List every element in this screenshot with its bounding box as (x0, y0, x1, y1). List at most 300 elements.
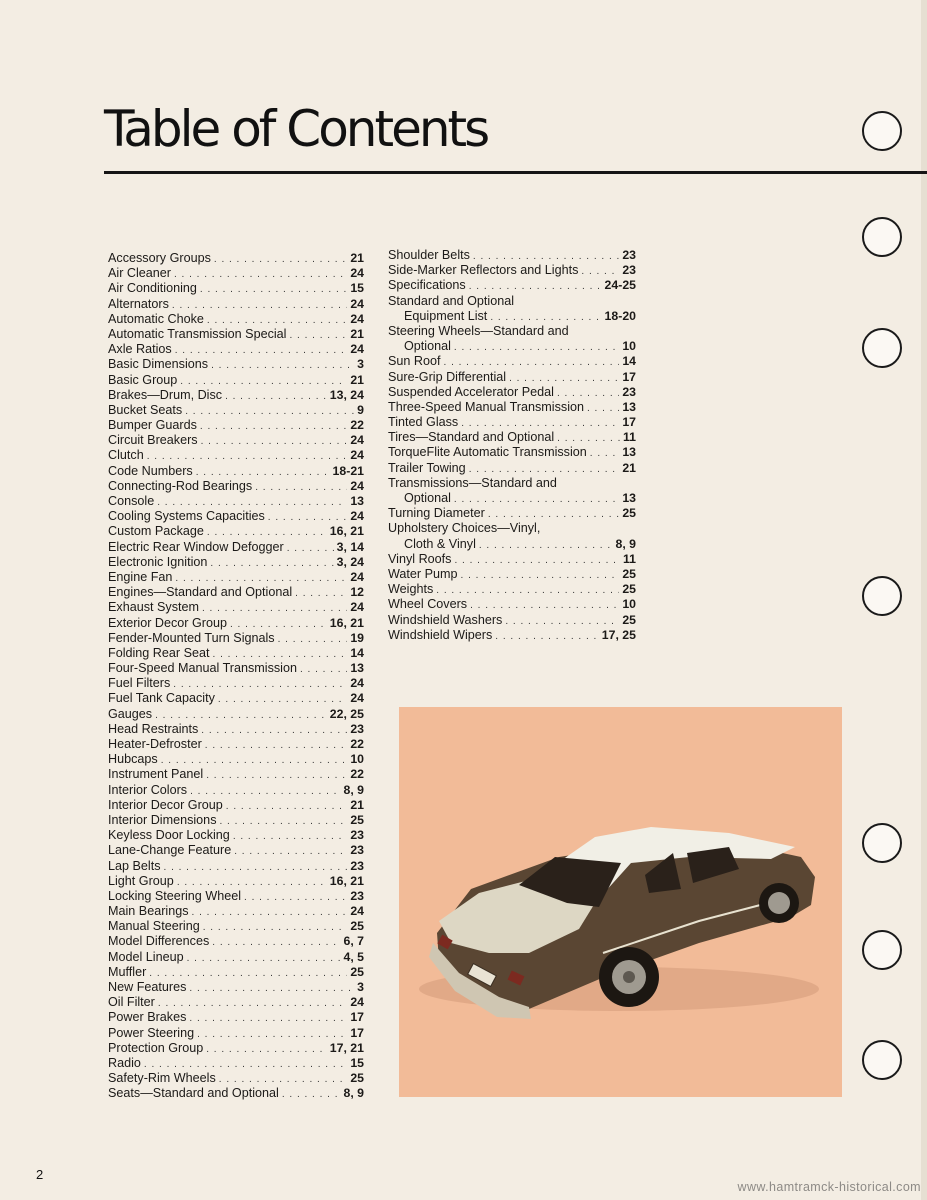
toc-entry-page: 24 (350, 311, 364, 326)
toc-entry-label: Locking Steering Wheel (108, 888, 242, 903)
toc-entry-page: 21 (350, 251, 364, 265)
toc-entry-label: Automatic Choke (108, 311, 204, 326)
toc-entry (388, 476, 636, 491)
dot-leader (205, 738, 348, 752)
toc-entry-label: Basic Dimensions (108, 357, 209, 372)
toc-entry (388, 339, 636, 354)
toc-entry (388, 491, 636, 506)
toc-entry (108, 464, 364, 479)
toc-entry-page: 23 (622, 384, 636, 399)
dot-leader (201, 434, 348, 448)
dot-leader (147, 449, 348, 463)
toc-entry-page: 14 (350, 645, 364, 660)
dot-leader (505, 614, 619, 628)
toc-entry-label: Manual Steering (108, 919, 200, 934)
toc-entry-page: 24 (350, 691, 364, 706)
toc-entry-label: Model Differences (108, 934, 210, 949)
toc-entry-page: 24 (350, 266, 364, 281)
toc-entry (388, 582, 636, 597)
toc-entry-label: Main Bearings (108, 904, 189, 919)
toc-entry (108, 1056, 364, 1071)
toc-entry (388, 263, 636, 278)
toc-entry-page: 8, 9 (615, 536, 636, 551)
dot-leader (488, 507, 619, 521)
dot-leader (454, 340, 619, 354)
dot-leader (206, 768, 347, 782)
toc-entry (108, 327, 364, 342)
toc-entry (108, 661, 364, 676)
toc-entry-label: Fuel Tank Capacity (108, 691, 215, 706)
toc-entry-page: 15 (350, 281, 364, 296)
toc-entry-label: Muffler (108, 964, 147, 979)
toc-entry-page: 3, 24 (336, 554, 364, 569)
toc-entry-label: Instrument Panel (108, 767, 204, 782)
dot-leader (206, 1042, 327, 1056)
dot-leader (175, 343, 348, 357)
toc-entry (108, 1086, 364, 1101)
toc-entry-page: 17 (350, 1025, 364, 1040)
toc-entry (108, 889, 364, 904)
toc-entry-page: 3 (357, 980, 364, 994)
toc-entry-label: Model Lineup (108, 949, 184, 964)
toc-entry-label: Weights (388, 582, 434, 597)
dot-leader (454, 492, 619, 506)
toc-entry (108, 783, 364, 798)
toc-entry (108, 1071, 364, 1086)
toc-entry-page: 18-21 (332, 463, 364, 478)
toc-entry-label: Windshield Washers (388, 612, 503, 627)
toc-entry (388, 506, 636, 521)
toc-entry-page: 17 (622, 369, 636, 384)
dot-leader (214, 252, 347, 266)
toc-entry-label: Fuel Filters (108, 676, 171, 691)
toc-entry-label: Accessory Groups (108, 251, 211, 265)
toc-entry-page: 15 (350, 1055, 364, 1070)
toc-entry (108, 874, 364, 889)
dot-leader (225, 389, 327, 403)
toc-entry-page: 10 (350, 752, 364, 767)
toc-entry (388, 613, 636, 628)
toc-entry-label: Basic Group (108, 372, 178, 387)
dot-leader (175, 571, 347, 585)
toc-entry-page: 16, 21 (329, 873, 364, 888)
toc-entry-label: Exhaust System (108, 600, 199, 615)
toc-entry-label: Engine Fan (108, 569, 173, 584)
dot-leader (172, 298, 347, 312)
toc-entry (108, 919, 364, 934)
toc-entry (108, 251, 364, 266)
toc-entry (108, 934, 364, 949)
toc-entry-label: Oil Filter (108, 995, 155, 1010)
toc-entry-page: 16, 21 (329, 524, 364, 539)
toc-entry-page: 24 (350, 433, 364, 448)
toc-entry-page: 23 (622, 248, 636, 262)
toc-entry-page: 22 (350, 418, 364, 433)
toc-entry-label: Vinyl Roofs (388, 551, 452, 566)
toc-entry-label: Interior Dimensions (108, 812, 217, 827)
toc-entry-label: Power Steering (108, 1025, 195, 1040)
dot-leader (230, 617, 327, 631)
dot-leader (211, 358, 354, 372)
toc-entry (108, 418, 364, 433)
toc-entry (108, 843, 364, 858)
toc-entry-page: 25 (622, 506, 636, 521)
toc-entry-page: 24 (350, 509, 364, 524)
dot-leader (587, 401, 619, 415)
toc-entry (388, 400, 636, 415)
toc-entry-page: 3, 14 (336, 539, 364, 554)
toc-entry (108, 600, 364, 615)
toc-entry-label: Lap Belts (108, 858, 161, 873)
toc-entry (388, 324, 636, 339)
toc-entry-label: Radio (108, 1055, 141, 1070)
toc-entry (388, 415, 636, 430)
dot-leader (155, 708, 327, 722)
toc-entry-label: Code Numbers (108, 463, 193, 478)
dot-leader (201, 723, 347, 737)
binder-hole (862, 930, 902, 970)
toc-entry-page: 10 (622, 339, 636, 354)
toc-entry-label: Turning Diameter (388, 506, 485, 521)
toc-entry-label: Sun Roof (388, 354, 441, 369)
toc-entry-label: Water Pump (388, 566, 458, 581)
binder-hole (862, 217, 902, 257)
toc-entry (388, 552, 636, 567)
toc-entry-page: 24 (350, 600, 364, 615)
dot-leader (187, 951, 341, 965)
toc-entry (108, 707, 364, 722)
toc-entry-label: Cloth & Vinyl (404, 536, 476, 551)
toc-entry-page: 17 (350, 1010, 364, 1025)
toc-entry-label: Wheel Covers (388, 597, 468, 612)
toc-entry-label: Electronic Ignition (108, 554, 208, 569)
dot-leader (218, 692, 347, 706)
car-illustration (399, 707, 842, 1097)
binder-hole (862, 111, 902, 151)
car-hub-center (623, 971, 635, 983)
title-rule (104, 171, 927, 174)
toc-entry-label: Gauges (108, 706, 153, 721)
dot-leader (202, 601, 347, 615)
toc-entry-page: 21 (350, 372, 364, 387)
dot-leader (278, 632, 348, 646)
dot-leader (226, 799, 348, 813)
dot-leader (200, 282, 347, 296)
dot-leader (185, 404, 354, 418)
dot-leader (557, 431, 620, 445)
toc-entry-page: 24 (350, 296, 364, 311)
toc-entry (108, 373, 364, 388)
toc-entry-label: Equipment List (404, 308, 488, 323)
toc-entry-label: Optional (404, 491, 451, 505)
toc-entry-page: 25 (350, 919, 364, 934)
toc-entry-label: Steering Wheels—Standard and (388, 323, 569, 338)
toc-entry (108, 448, 364, 463)
toc-entry-page: 13 (622, 491, 636, 505)
toc-entry-page: 6, 7 (343, 934, 364, 949)
toc-entry (108, 509, 364, 524)
toc-entry-page: 9 (357, 402, 364, 417)
toc-entry (108, 281, 364, 296)
dot-leader (149, 966, 347, 980)
toc-entry-label: Head Restraints (108, 721, 199, 736)
toc-entry-page: 21 (350, 797, 364, 812)
toc-entry (108, 479, 364, 494)
dot-leader (212, 935, 340, 949)
toc-entry-label: Four-Speed Manual Transmission (108, 661, 297, 676)
dot-leader (244, 890, 347, 904)
dot-leader (436, 583, 619, 597)
toc-entry (388, 537, 636, 552)
toc-entry (108, 646, 364, 661)
toc-entry-label: Cooling Systems Capacities (108, 509, 265, 524)
toc-column-right (388, 248, 636, 643)
toc-entry-label: Upholstery Choices—Vinyl, (388, 521, 541, 536)
binder-hole (862, 823, 902, 863)
dot-leader (203, 920, 348, 934)
toc-entry-label: Keyless Door Locking (108, 828, 230, 843)
toc-entry-label: Trailer Towing (388, 460, 466, 475)
dot-leader (200, 419, 347, 433)
toc-entry-page: 13 (622, 399, 636, 414)
toc-entry-label: Automatic Transmission Special (108, 326, 287, 341)
toc-entry (388, 370, 636, 385)
toc-entry-label: Three-Speed Manual Transmission (388, 399, 584, 414)
car-hubcap (768, 892, 790, 914)
dot-leader (219, 1072, 348, 1086)
toc-entry (108, 904, 364, 919)
toc-entry-label: New Features (108, 980, 187, 994)
watermark-text: www.hamtramck-historical.com (737, 1180, 921, 1194)
toc-entry-page: 10 (622, 597, 636, 612)
toc-entry-page: 8, 9 (343, 1086, 364, 1101)
binder-hole (862, 1040, 902, 1080)
toc-entry-label: Interior Decor Group (108, 797, 223, 812)
toc-entry (108, 1010, 364, 1025)
toc-entry-label: Bucket Seats (108, 402, 183, 417)
toc-entry (108, 1041, 364, 1056)
toc-entry-page: 24 (350, 342, 364, 357)
toc-entry-label: Optional (404, 339, 451, 354)
toc-entry-label: Transmissions—Standard and (388, 475, 557, 490)
toc-entry-page: 4, 5 (343, 949, 364, 964)
toc-entry-label: Brakes—Drum, Disc (108, 387, 223, 402)
toc-entry (108, 1026, 364, 1041)
toc-entry (108, 357, 364, 372)
toc-entry (108, 494, 364, 509)
toc-entry-label: Exterior Decor Group (108, 615, 227, 630)
toc-entry (108, 752, 364, 767)
dot-leader (469, 279, 602, 293)
toc-entry-page: 22, 25 (329, 706, 364, 721)
page-title: Table of Contents (104, 100, 488, 158)
toc-entry (388, 430, 636, 445)
toc-entry-label: Seats—Standard and Optional (108, 1086, 279, 1101)
toc-entry-label: Lane-Change Feature (108, 843, 232, 858)
binder-hole (862, 328, 902, 368)
dot-leader (180, 374, 347, 388)
toc-entry-page: 8, 9 (343, 782, 364, 797)
toc-entry (108, 950, 364, 965)
toc-entry (388, 567, 636, 582)
dot-leader (255, 480, 347, 494)
toc-entry-label: Suspended Accelerator Pedal (388, 384, 554, 399)
toc-entry (108, 722, 364, 737)
dot-leader (213, 647, 348, 661)
toc-entry (108, 388, 364, 403)
dot-leader (461, 568, 620, 582)
toc-entry (388, 445, 636, 460)
toc-entry-label: TorqueFlite Automatic Transmission (388, 445, 587, 460)
toc-entry-page: 13 (350, 661, 364, 676)
toc-entry-label: Hubcaps (108, 752, 158, 767)
toc-entry (108, 828, 364, 843)
dot-leader (190, 784, 340, 798)
dot-leader (268, 510, 348, 524)
toc-entry (388, 628, 636, 643)
toc-entry-label: Windshield Wipers (388, 627, 493, 642)
toc-entry-label: Folding Rear Seat (108, 645, 210, 660)
dot-leader (233, 829, 348, 843)
dot-leader (158, 996, 347, 1010)
toc-entry-page: 17 (622, 415, 636, 430)
dot-leader (196, 465, 330, 479)
toc-entry-page: 18-20 (604, 308, 636, 323)
dot-leader (590, 446, 620, 460)
toc-entry-page: 13 (350, 494, 364, 508)
toc-entry (108, 813, 364, 828)
toc-entry-label: Bumper Guards (108, 418, 197, 433)
binder-hole (862, 576, 902, 616)
toc-entry (108, 266, 364, 281)
toc-entry-page: 25 (622, 582, 636, 597)
toc-entry-label: Electric Rear Window Defogger (108, 539, 284, 554)
toc-entry-label: Safety-Rim Wheels (108, 1071, 216, 1086)
dot-leader (282, 1087, 341, 1101)
toc-entry-page: 14 (622, 354, 636, 369)
toc-entry-label: Alternators (108, 296, 169, 311)
toc-entry-page: 23 (350, 888, 364, 903)
toc-entry-page: 23 (350, 858, 364, 873)
toc-entry-label: Interior Colors (108, 782, 188, 797)
toc-entry-page: 22 (350, 767, 364, 782)
toc-entry-page: 11 (623, 430, 636, 445)
toc-entry-page: 24 (350, 676, 364, 691)
toc-entry-page: 24 (350, 904, 364, 919)
toc-entry-page: 11 (623, 551, 636, 566)
toc-entry-page: 23 (350, 721, 364, 736)
toc-entry-label: Clutch (108, 448, 144, 463)
toc-entry-page: 25 (350, 964, 364, 979)
dot-leader (454, 553, 620, 567)
toc-entry (108, 859, 364, 874)
toc-entry-page: 24 (350, 569, 364, 584)
toc-entry (388, 294, 636, 309)
dot-leader (295, 586, 347, 600)
toc-entry (388, 521, 636, 536)
toc-entry (388, 309, 636, 324)
toc-entry-page: 21 (350, 326, 364, 341)
toc-entry (108, 297, 364, 312)
dot-leader (495, 629, 599, 643)
toc-entry-page: 13, 24 (329, 387, 364, 402)
toc-entry-label: Fender-Mounted Turn Signals (108, 630, 275, 645)
toc-entry-label: Axle Ratios (108, 342, 172, 357)
dot-leader (189, 981, 354, 995)
toc-entry-label: Sure-Grip Differential (388, 369, 507, 384)
dot-leader (473, 249, 619, 263)
toc-entry-label: Heater-Defroster (108, 737, 202, 751)
toc-column-left (108, 251, 364, 1102)
toc-entry-page: 25 (350, 812, 364, 827)
page-edge (921, 0, 927, 1200)
toc-entry-page: 21 (622, 460, 636, 475)
toc-entry (108, 312, 364, 327)
toc-entry (108, 798, 364, 813)
toc-entry-label: Protection Group (108, 1040, 204, 1055)
toc-entry-page: 25 (622, 612, 636, 627)
dot-leader (144, 1057, 347, 1071)
toc-entry-page: 23 (622, 263, 636, 278)
toc-entry (108, 995, 364, 1010)
toc-entry-page: 17, 21 (329, 1040, 364, 1055)
dot-leader (509, 371, 619, 385)
toc-entry-page: 25 (350, 1071, 364, 1086)
dot-leader (234, 844, 347, 858)
dot-leader (161, 753, 348, 767)
toc-entry-label: Air Conditioning (108, 281, 197, 296)
toc-entry (388, 278, 636, 293)
dot-leader (177, 875, 327, 889)
dot-leader (479, 538, 613, 552)
toc-entry (108, 524, 364, 539)
toc-entry (108, 540, 364, 555)
toc-entry-page: 24 (350, 995, 364, 1010)
toc-entry (108, 616, 364, 631)
toc-entry (108, 342, 364, 357)
toc-entry-label: Circuit Breakers (108, 433, 198, 448)
toc-entry-page: 12 (350, 585, 364, 600)
toc-entry-page: 19 (350, 630, 364, 645)
dot-leader (173, 677, 347, 691)
toc-entry-label: Connecting-Rod Bearings (108, 478, 253, 493)
toc-entry-page: 23 (350, 843, 364, 858)
toc-entry-label: Side-Marker Reflectors and Lights (388, 263, 579, 278)
toc-entry-page: 13 (622, 445, 636, 460)
toc-entry-label: Air Cleaner (108, 266, 171, 281)
toc-entry-label: Console (108, 494, 155, 508)
toc-entry (108, 403, 364, 418)
toc-entry-label: Light Group (108, 873, 174, 888)
toc-entry (108, 585, 364, 600)
dot-leader (197, 1027, 347, 1041)
dot-leader (581, 264, 619, 278)
dot-leader (164, 860, 348, 874)
toc-entry-page: 24-25 (604, 278, 636, 293)
dot-leader (207, 525, 327, 539)
toc-entry-page: 22 (350, 737, 364, 751)
toc-entry-label: Tinted Glass (388, 415, 459, 430)
dot-leader (470, 598, 619, 612)
toc-entry (108, 570, 364, 585)
toc-entry (108, 631, 364, 646)
dot-leader (300, 662, 347, 676)
toc-entry-label: Standard and Optional (388, 293, 515, 308)
dot-leader (557, 386, 619, 400)
toc-entry-label: Engines—Standard and Optional (108, 585, 293, 600)
toc-entry-page: 23 (350, 828, 364, 843)
dot-leader (174, 267, 347, 281)
